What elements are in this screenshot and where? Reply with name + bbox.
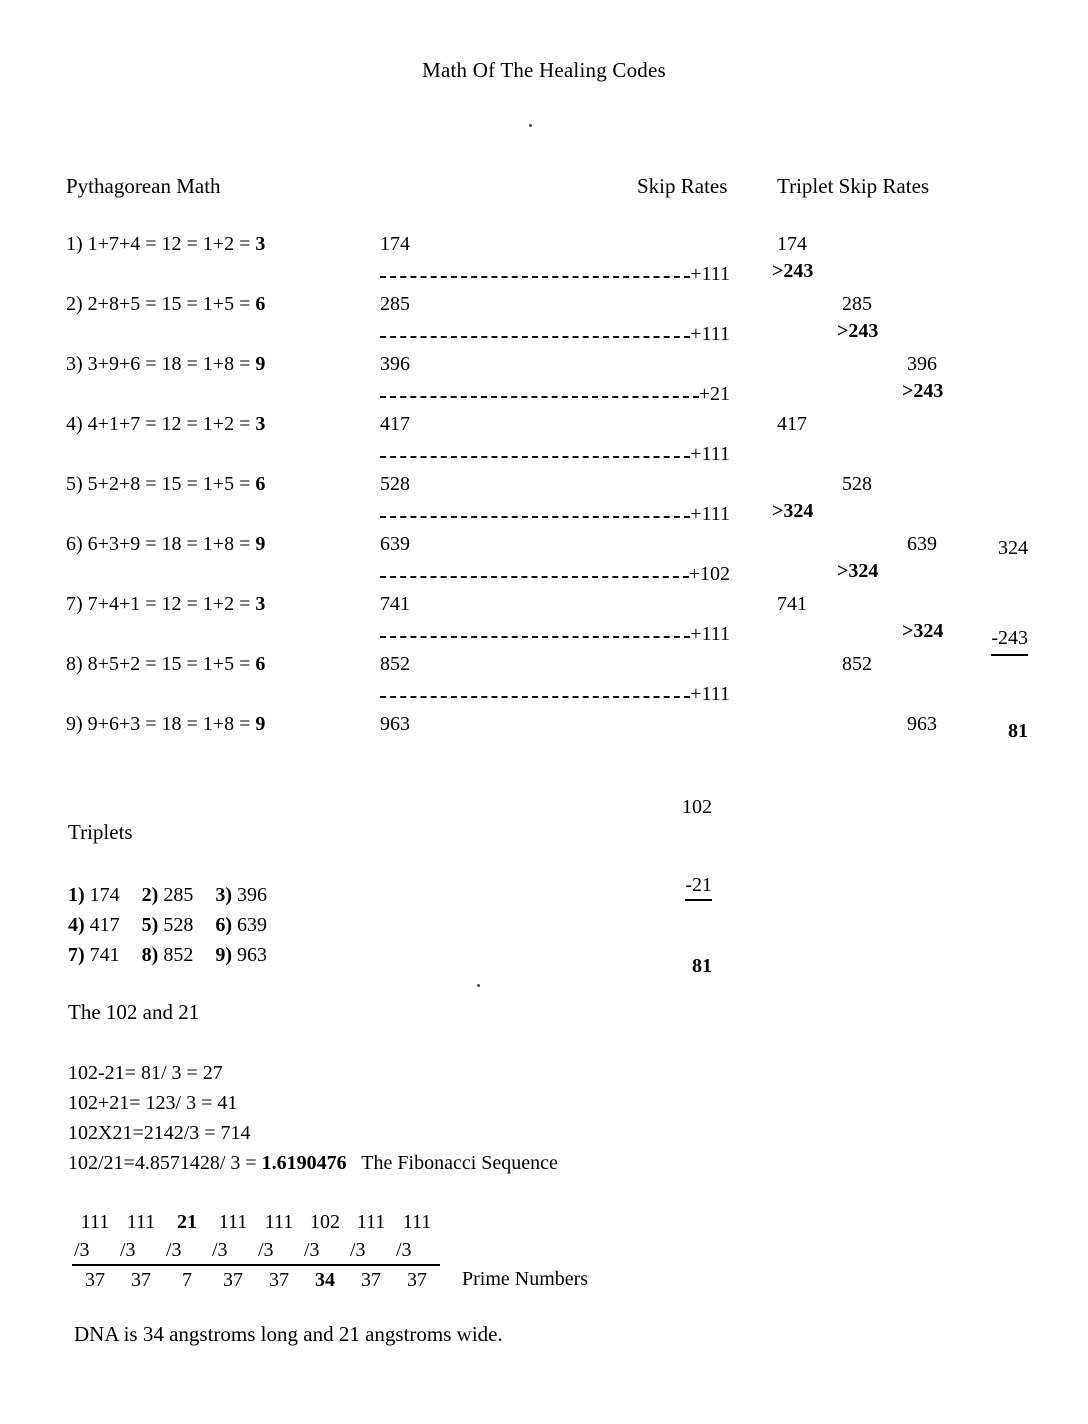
triplet-skip-value: 741 xyxy=(777,593,807,615)
row-index: 2) xyxy=(66,293,83,315)
skip-rate-value: 639 xyxy=(380,533,410,555)
triplets-cell xyxy=(68,910,142,940)
skip-rate-delta-row xyxy=(380,383,730,406)
subtraction-difference: 81 xyxy=(692,955,712,977)
row-expression: 7+4+1 = 12 = 1+2 = xyxy=(82,593,256,615)
skip-rate-delta-value: +111 xyxy=(690,443,730,465)
row-expression: 2+8+5 = 15 = 1+5 = xyxy=(82,293,256,315)
primes-quotient-cell: 37 xyxy=(361,1268,381,1291)
primes-numerator-cell: 21 xyxy=(177,1210,197,1233)
dashed-connector-line xyxy=(380,576,689,578)
dna-note: DNA is 34 angstroms long and 21 angstroms wide. xyxy=(74,1322,503,1346)
triplet-skip-marker: >243 xyxy=(902,380,944,402)
column-header-triplet-skip-rates: Triplet Skip Rates xyxy=(777,174,930,198)
row-expression: 3+9+6 = 18 = 1+8 = xyxy=(82,353,256,375)
triplets-heading: Triplets xyxy=(68,820,133,844)
skip-rate-value: 741 xyxy=(380,593,410,615)
primes-numerator-cell: 111 xyxy=(402,1210,432,1233)
primes-numerator-cell: 111 xyxy=(80,1210,110,1233)
row-index: 6) xyxy=(66,533,83,555)
subtraction-block-324-243 xyxy=(972,473,1028,776)
row-digital-root: 3 xyxy=(255,413,266,435)
row-expression: 1+7+4 = 12 = 1+2 = xyxy=(82,233,256,255)
subtraction-subtrahend: -243 xyxy=(991,623,1028,656)
row-digital-root: 9 xyxy=(255,533,266,555)
triplet-value: 174 xyxy=(84,884,120,906)
dashed-connector-line xyxy=(380,516,690,518)
primes-divisor-cell: /3 xyxy=(256,1236,302,1265)
triplet-value: 741 xyxy=(84,944,120,966)
triplet-index: 4) xyxy=(68,914,85,936)
skip-rate-value: 285 xyxy=(380,293,410,315)
page-title: Math Of The Healing Codes xyxy=(422,58,666,82)
triplets-grid xyxy=(68,880,289,970)
skip-rate-delta-value: +111 xyxy=(690,503,730,525)
triplet-value: 852 xyxy=(158,944,194,966)
row-index: 5) xyxy=(66,473,83,495)
arithmetic-line xyxy=(68,1058,558,1088)
row-expression: 9+6+3 = 18 = 1+8 = xyxy=(82,713,256,735)
triplets-cell xyxy=(142,880,216,910)
triplet-skip-marker: >324 xyxy=(772,500,814,522)
triplet-skip-value: 285 xyxy=(842,293,872,315)
primes-quotient-cell: 37 xyxy=(85,1268,105,1291)
triplet-skip-marker: >243 xyxy=(837,320,879,342)
triplet-index: 9) xyxy=(215,944,233,966)
primes-divisor-cell: /3 xyxy=(394,1236,440,1265)
primes-quotient-cell: 37 xyxy=(223,1268,243,1291)
row-digital-root: 6 xyxy=(255,293,266,315)
arithmetic-result: 1.6190476 xyxy=(261,1152,347,1174)
triplet-skip-value: 639 xyxy=(907,533,937,555)
arithmetic-line xyxy=(68,1088,558,1118)
subtraction-block-102-21 xyxy=(660,742,712,1005)
skip-rate-delta-row xyxy=(380,443,730,466)
triplets-cell xyxy=(68,940,142,970)
skip-rate-delta-value: +111 xyxy=(690,263,730,285)
triplet-index: 7) xyxy=(68,944,85,966)
triplet-skip-marker: >324 xyxy=(837,560,879,582)
skip-rate-delta-row xyxy=(380,683,730,706)
scan-artifact-dot-top xyxy=(529,124,532,127)
primes-quotient-cell: 34 xyxy=(315,1268,335,1291)
triplet-skip-value: 396 xyxy=(907,353,937,375)
primes-numerator-row xyxy=(72,1208,588,1236)
skip-rate-value: 963 xyxy=(380,713,410,735)
primes-numerator-cell: 111 xyxy=(264,1210,294,1233)
primes-numerator-cell: 111 xyxy=(356,1210,386,1233)
primes-divisor-cell: /3 xyxy=(210,1236,256,1265)
primes-numerator-cell: 102 xyxy=(310,1210,340,1233)
primes-divisor-row xyxy=(72,1236,588,1265)
pythagorean-row xyxy=(66,653,265,676)
triplet-skip-value: 528 xyxy=(842,473,872,495)
triplets-cell xyxy=(215,880,289,910)
triplet-index: 8) xyxy=(141,944,159,966)
primes-quotient-cell: 37 xyxy=(407,1268,427,1291)
triplets-cell xyxy=(215,940,289,970)
primes-divisor-cell: /3 xyxy=(302,1236,348,1265)
row-expression: 8+5+2 = 15 = 1+5 = xyxy=(82,653,256,675)
pythagorean-row xyxy=(66,593,265,616)
prime-numbers-label: Prime Numbers xyxy=(462,1268,589,1290)
skip-rate-delta-row xyxy=(380,263,730,286)
section-102-21-lines xyxy=(68,1058,558,1178)
row-index: 4) xyxy=(66,413,83,435)
primes-numerator-cell: 111 xyxy=(126,1210,156,1233)
triplet-value: 285 xyxy=(158,884,194,906)
skip-rate-value: 174 xyxy=(380,233,410,255)
triplet-index: 2) xyxy=(141,884,159,906)
prime-numbers-table xyxy=(72,1208,588,1294)
pythagorean-row xyxy=(66,533,265,556)
column-header-pythagorean: Pythagorean Math xyxy=(66,174,221,198)
pythagorean-row xyxy=(66,233,265,256)
column-header-skip-rates: Skip Rates xyxy=(637,174,728,198)
row-digital-root: 6 xyxy=(255,653,266,675)
triplets-row xyxy=(68,940,289,970)
row-index: 1) xyxy=(66,233,83,255)
triplet-value: 417 xyxy=(84,914,120,936)
triplet-value: 963 xyxy=(232,944,268,966)
spacer-cell xyxy=(440,1208,588,1236)
skip-rate-value: 396 xyxy=(380,353,410,375)
triplets-cell xyxy=(142,940,216,970)
row-digital-root: 3 xyxy=(255,593,266,615)
dashed-connector-line xyxy=(380,396,699,398)
skip-rate-delta-row xyxy=(380,563,730,586)
row-expression: 4+1+7 = 12 = 1+2 = xyxy=(82,413,256,435)
primes-divisor-cell: /3 xyxy=(118,1236,164,1265)
row-digital-root: 9 xyxy=(255,713,266,735)
triplet-skip-value: 963 xyxy=(907,713,937,735)
scan-artifact-dot-middle xyxy=(477,984,480,987)
skip-rate-delta-value: +21 xyxy=(698,383,730,405)
row-digital-root: 9 xyxy=(255,353,266,375)
triplets-cell xyxy=(142,910,216,940)
skip-rate-delta-value: +111 xyxy=(690,623,730,645)
section-102-21-heading: The 102 and 21 xyxy=(68,1000,200,1024)
triplet-index: 5) xyxy=(141,914,159,936)
dashed-connector-line xyxy=(380,636,690,638)
arithmetic-line xyxy=(68,1148,558,1178)
primes-divisor-cell: /3 xyxy=(72,1236,118,1265)
pythagorean-row xyxy=(66,473,265,496)
arithmetic-note: The Fibonacci Sequence xyxy=(346,1152,558,1174)
row-index: 9) xyxy=(66,713,83,735)
triplets-cell xyxy=(68,880,142,910)
triplet-index: 3) xyxy=(215,884,233,906)
skip-rate-value: 417 xyxy=(380,413,410,435)
skip-rate-value: 528 xyxy=(380,473,410,495)
row-expression: 5+2+8 = 15 = 1+5 = xyxy=(82,473,256,495)
arithmetic-expression: 102+21= 123/ 3 = 41 xyxy=(68,1092,238,1114)
arithmetic-expression: 102X21=2142/3 = 714 xyxy=(68,1122,251,1144)
row-index: 7) xyxy=(66,593,83,615)
skip-rate-delta-value: +102 xyxy=(688,563,730,585)
subtraction-minuend: 102 xyxy=(682,796,712,818)
pythagorean-row xyxy=(66,353,265,376)
triplets-cell xyxy=(215,910,289,940)
subtraction-subtrahend: -21 xyxy=(685,872,712,901)
triplets-row xyxy=(68,910,289,940)
row-digital-root: 6 xyxy=(255,473,266,495)
pythagorean-row xyxy=(66,713,265,736)
skip-rate-delta-row xyxy=(380,623,730,646)
primes-quotient-row xyxy=(72,1265,588,1294)
pythagorean-row xyxy=(66,413,265,436)
arithmetic-line xyxy=(68,1118,558,1148)
primes-divisor-cell: /3 xyxy=(348,1236,394,1265)
triplet-index: 1) xyxy=(68,884,85,906)
arithmetic-expression: 102/21=4.8571428/ 3 = xyxy=(68,1152,262,1174)
skip-rate-delta-row xyxy=(380,503,730,526)
triplet-skip-value: 417 xyxy=(777,413,807,435)
primes-quotient-cell: 37 xyxy=(131,1268,151,1291)
skip-rate-delta-value: +111 xyxy=(690,323,730,345)
dashed-connector-line xyxy=(380,696,690,698)
row-index: 8) xyxy=(66,653,83,675)
subtraction-minuend: 324 xyxy=(998,537,1028,559)
triplet-skip-value: 852 xyxy=(842,653,872,675)
dashed-connector-line xyxy=(380,336,690,338)
subtraction-difference: 81 xyxy=(1008,720,1028,742)
skip-rate-value: 852 xyxy=(380,653,410,675)
primes-divisor-cell: /3 xyxy=(164,1236,210,1265)
triplet-skip-value: 174 xyxy=(777,233,807,255)
skip-rate-delta-value: +111 xyxy=(690,683,730,705)
arithmetic-expression: 102-21= 81/ 3 = 27 xyxy=(68,1062,223,1084)
row-digital-root: 3 xyxy=(255,233,266,255)
dashed-connector-line xyxy=(380,276,690,278)
triplet-value: 396 xyxy=(232,884,268,906)
row-index: 3) xyxy=(66,353,83,375)
dashed-connector-line xyxy=(380,456,690,458)
triplet-index: 6) xyxy=(215,914,233,936)
primes-quotient-cell: 7 xyxy=(182,1268,192,1291)
primes-quotient-cell: 37 xyxy=(269,1268,289,1291)
triplet-value: 528 xyxy=(158,914,194,936)
row-expression: 6+3+9 = 18 = 1+8 = xyxy=(82,533,256,555)
skip-rate-delta-row xyxy=(380,323,730,346)
triplets-row xyxy=(68,880,289,910)
primes-numerator-cell: 111 xyxy=(218,1210,248,1233)
pythagorean-row xyxy=(66,293,265,316)
spacer-cell xyxy=(440,1236,588,1265)
triplet-skip-marker: >243 xyxy=(772,260,814,282)
triplet-value: 639 xyxy=(232,914,268,936)
triplet-skip-marker: >324 xyxy=(902,620,944,642)
